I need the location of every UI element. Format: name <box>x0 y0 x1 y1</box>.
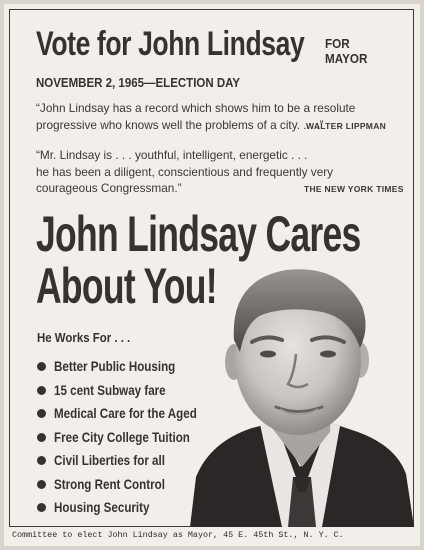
quote-nyt <box>36 147 333 197</box>
for-mayor-label <box>325 36 367 66</box>
list-item <box>37 473 220 497</box>
bullet-icon <box>37 480 46 489</box>
list-item <box>37 355 220 379</box>
quote-line: “Mr. Lindsay is . . . youthful, intelligent, energetic . . . <box>36 148 308 162</box>
list-item <box>37 449 220 473</box>
issue-label: Strong Rent Control <box>54 476 165 492</box>
headline-line: About You! <box>36 258 217 314</box>
for-label: FOR <box>325 36 350 51</box>
candidate-portrait <box>190 262 414 527</box>
quote-line: “John Lindsay has a record which shows him to be a resolute <box>36 101 356 115</box>
issue-label: Civil Liberties for all <box>54 453 165 469</box>
issue-list <box>37 355 220 520</box>
headline-line: John Lindsay Cares <box>36 206 361 262</box>
quote-line: courageous Congressman.” <box>36 181 182 195</box>
bullet-icon <box>37 409 46 418</box>
issue-label: Free City College Tuition <box>54 429 190 445</box>
list-item <box>37 379 220 403</box>
bullet-icon <box>37 503 46 512</box>
election-date: NOVEMBER 2, 1965—ELECTION DAY <box>36 76 241 90</box>
bullet-icon <box>37 386 46 395</box>
bullet-icon <box>37 456 46 465</box>
list-item <box>37 426 220 450</box>
issue-label: Better Public Housing <box>54 359 176 375</box>
quote-line: progressive who knows well the problems of a city. . . .” <box>36 117 324 132</box>
issue-label: Housing Security <box>54 500 150 516</box>
issue-label: 15 cent Subway fare <box>54 382 166 398</box>
quote-line: he has been a diligent, conscientious and frequently very <box>36 164 334 179</box>
bullet-icon <box>37 433 46 442</box>
footer-credit: Committee to elect John Lindsay as Mayor, 45 E. 45th St., N. Y. C. <box>12 530 344 540</box>
works-for-heading: He Works For . . . <box>37 330 131 345</box>
list-item <box>37 496 220 520</box>
quote-attribution: THE NEW YORK TIMES <box>304 184 404 194</box>
mayor-label: MAYOR <box>325 51 368 66</box>
poster-title: Vote for John Lindsay <box>36 25 305 63</box>
list-item <box>37 402 220 426</box>
issue-label: Medical Care for the Aged <box>54 406 197 422</box>
bullet-icon <box>37 362 46 371</box>
quote-attribution: WALTER LIPPMAN <box>306 121 387 131</box>
